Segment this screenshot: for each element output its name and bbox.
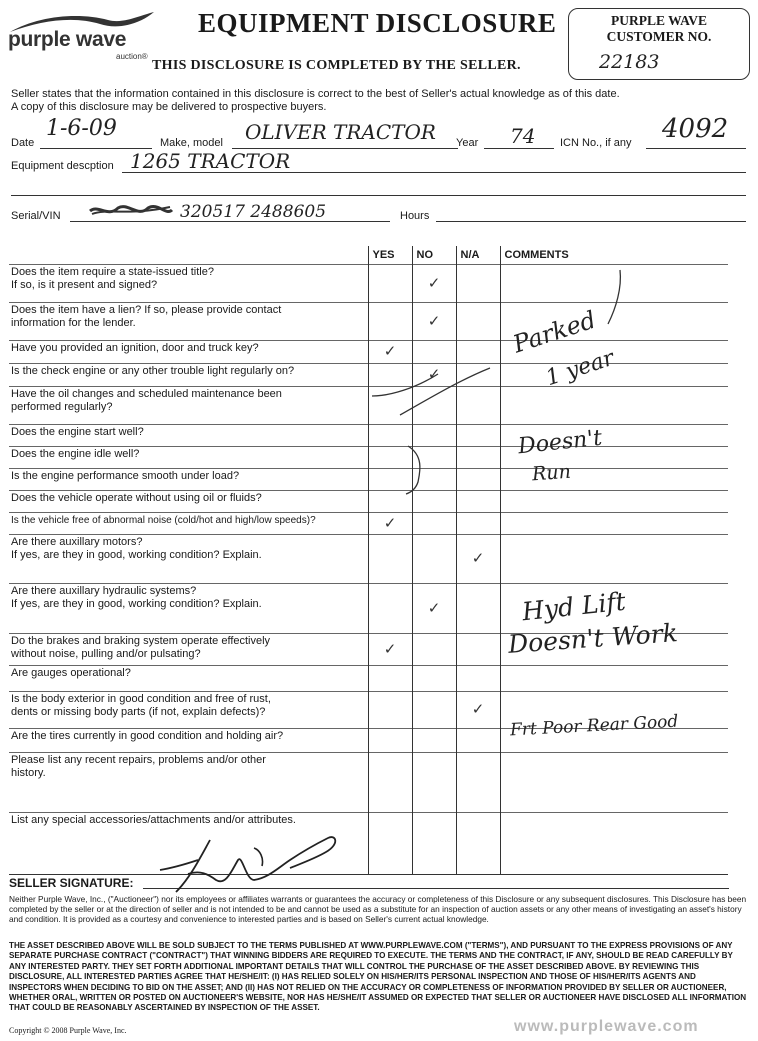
- yes-cell[interactable]: [368, 665, 412, 691]
- no-cell[interactable]: [412, 633, 456, 665]
- table-row: [9, 512, 728, 534]
- header-comments: COMMENTS: [500, 246, 728, 264]
- yes-cell[interactable]: ✓: [368, 512, 412, 534]
- statement-line1: Seller states that the information contained in this disclosure is correct to the best of Seller's actual knowledge as of this date.: [11, 88, 620, 100]
- equipment-description-line-2: [11, 195, 746, 196]
- na-cell[interactable]: [456, 264, 500, 302]
- table-row: [9, 665, 728, 691]
- na-cell[interactable]: [456, 302, 500, 340]
- no-cell[interactable]: ✓: [412, 302, 456, 340]
- na-cell[interactable]: ✓: [456, 691, 500, 728]
- comment-tires: Frt Poor Rear Good: [509, 711, 679, 741]
- date-label: Date: [11, 137, 35, 149]
- comment-stroke-icon: [600, 268, 630, 328]
- question-text: Have you provided an ignition, door and truck key?: [11, 341, 259, 354]
- customer-box-line2: CUSTOMER NO.: [606, 29, 712, 44]
- no-cell[interactable]: ✓: [412, 583, 456, 633]
- equipment-description-value[interactable]: 1265 TRACTOR: [130, 149, 291, 173]
- header-no: NO: [412, 246, 456, 264]
- question-text: Does the engine idle well?: [11, 447, 140, 460]
- question-text: Do the brakes and braking system operate effectively: [11, 634, 271, 647]
- question-text: Is the body exterior in good condition and free of rust,: [11, 692, 271, 705]
- disclosure-table: [9, 246, 728, 875]
- na-cell[interactable]: [456, 633, 500, 665]
- na-cell[interactable]: [456, 752, 500, 812]
- question-subtext: history.: [11, 766, 46, 779]
- na-cell[interactable]: [456, 728, 500, 752]
- comment-parked: Parked: [509, 305, 600, 359]
- question-cell: [9, 386, 368, 424]
- make-model-label: Make, model: [160, 137, 223, 149]
- terms-paragraph: THE ASSET DESCRIBED ABOVE WILL BE SOLD SUBJECT TO THE TERMS PUBLISHED AT WWW.PURPLEWAVE.COM ("TERMS"), AND PURSUANT TO THE EXPRESS PROVISIONS OF ANY SEPARATE PURCHASE CONTRACT ("CONTRACT") THAT WINNING BIDDERS ARE REQUIRED TO EXECUTE. THE TERMS AND THE CONTRACT, IF ANY, SHOULD BE READ CAREFULLY BY ANY INTERESTED PARTY. THEY SET FORTH ADDITIONAL IMPORTANT DETAILS THAT WILL CONTROL THE PURCHASE OF THE ASSET DESCRIBED ABOVE. BY REVIEWING THIS DISCLOSURE, ALL INTERESTED PARTIES AGREE THAT HE/SHE/IT: (I) HAS RELIED SOLELY ON HIS/HER/ITS PERSONAL INSPECTION AND THOSE OF HIS/HER/ITS AGENTS AND INSPECTORS WHEN DECIDING TO BID ON THE ASSET; AND (II) HAS NOT RELIED ON THE ACCURACY OR COMPLETENESS OF INFORMATION PROVIDED BY SELLER OR AUCTIONEER, WHETHER ORAL, WRITTEN OR POSTED ON AUCTIONEER'S WEBSITE, NOR HAS HE/SHE/IT ASSUMED OR EXPECTED THAT SELLER OR AUCTIONEER HAVE DISCLOSED ALL INFORMATION THAT COULD BE REASONABLY ASCERTAINED BY INSPECTION OF THE ASSET.: [9, 941, 747, 1013]
- na-cell[interactable]: [456, 583, 500, 633]
- seller-signature-label: SELLER SIGNATURE:: [9, 876, 134, 890]
- table-header-row: [9, 246, 728, 264]
- question-cell: [9, 468, 368, 490]
- no-cell[interactable]: [412, 691, 456, 728]
- no-cell[interactable]: [412, 812, 456, 874]
- no-cell[interactable]: [412, 665, 456, 691]
- question-text: Are there auxillary motors?: [11, 535, 143, 548]
- serial-vin-value[interactable]: 320517 2488605: [180, 202, 327, 222]
- icn-line: [646, 148, 746, 149]
- yes-cell[interactable]: [368, 264, 412, 302]
- question-subtext: performed regularly?: [11, 400, 113, 413]
- logo-subtext: auction®: [116, 52, 148, 61]
- logo-text: purple wave: [8, 28, 127, 51]
- question-text: Are the tires currently in good condition and holding air?: [11, 729, 284, 742]
- icn-value[interactable]: 4092: [662, 114, 729, 144]
- comment-cell[interactable]: [500, 812, 728, 874]
- comment-hyd-lift: Hyd Lift: [520, 586, 628, 627]
- question-text: Is the vehicle free of abnormal noise (cold/hot and high/low speeds)?: [11, 514, 316, 526]
- na-cell[interactable]: [456, 812, 500, 874]
- make-model-value[interactable]: OLIVER TRACTOR: [245, 120, 436, 144]
- seller-statement: [11, 88, 746, 114]
- question-subtext: information for the lender.: [11, 316, 136, 329]
- copyright: Copyright © 2008 Purple Wave, Inc.: [9, 1026, 127, 1035]
- question-text: Does the engine start well?: [11, 425, 144, 438]
- na-cell[interactable]: ✓: [456, 534, 500, 583]
- question-cell: [9, 363, 368, 386]
- question-text: Is the engine performance smooth under load?: [11, 469, 240, 482]
- no-cell[interactable]: [412, 728, 456, 752]
- question-cell: [9, 490, 368, 512]
- question-cell: [9, 264, 368, 302]
- table-row: [9, 534, 728, 583]
- comment-cell[interactable]: [500, 752, 728, 812]
- na-cell[interactable]: [456, 512, 500, 534]
- question-cell: [9, 534, 368, 583]
- question-text: Please list any recent repairs, problems and/or other: [11, 753, 266, 766]
- comment-run: Run: [531, 460, 572, 486]
- statement-line2: A copy of this disclosure may be delivered to prospective buyers.: [11, 101, 327, 113]
- yes-cell[interactable]: [368, 691, 412, 728]
- yes-cell[interactable]: [368, 752, 412, 812]
- year-line: [484, 148, 554, 149]
- question-text: Are gauges operational?: [11, 666, 131, 679]
- icn-label: ICN No., if any: [560, 137, 632, 149]
- purple-wave-logo: [8, 10, 158, 60]
- question-cell: [9, 512, 368, 534]
- header-yes: YES: [368, 246, 412, 264]
- comment-1-year: 1 year: [542, 345, 618, 392]
- question-text: Have the oil changes and scheduled maintenance been: [11, 387, 282, 400]
- question-subtext: without noise, pulling and/or pulsating?: [11, 647, 201, 660]
- yes-cell[interactable]: [368, 812, 412, 874]
- seller-signature-icon[interactable]: [150, 830, 350, 896]
- yes-cell[interactable]: [368, 302, 412, 340]
- question-cell: [9, 752, 368, 812]
- customer-number-value[interactable]: 22183: [599, 51, 660, 73]
- scribble-out-icon: [88, 202, 174, 220]
- handwritten-strokes-icon: [360, 360, 520, 500]
- customer-number-box: [568, 8, 750, 80]
- comment-cell[interactable]: [500, 534, 728, 583]
- hours-label: Hours: [400, 210, 430, 222]
- question-text: Does the item require a state-issued title?: [11, 265, 214, 278]
- no-cell[interactable]: [412, 752, 456, 812]
- question-text: Are there auxillary hydraulic systems?: [11, 584, 197, 597]
- equipment-description-label: Equipment desc​ption: [11, 160, 114, 172]
- comment-doesnt-work: Doesn't Work: [507, 618, 679, 659]
- year-value[interactable]: 74: [510, 124, 536, 148]
- comment-cell[interactable]: [500, 512, 728, 534]
- header-question: [9, 246, 368, 264]
- question-subtext: dents or missing body parts (if not, explain defects)?: [11, 705, 266, 718]
- no-cell[interactable]: ✓: [412, 363, 456, 386]
- comment-doesnt: Doesn't: [516, 425, 604, 460]
- question-cell: [9, 446, 368, 468]
- question-cell: [9, 424, 368, 446]
- na-cell[interactable]: [456, 665, 500, 691]
- year-label: Year: [456, 137, 479, 149]
- question-cell: [9, 340, 368, 363]
- no-cell[interactable]: [412, 512, 456, 534]
- page-subtitle: THIS DISCLOSURE IS COMPLETED BY THE SELLER.: [152, 58, 521, 73]
- question-cell: [9, 583, 368, 633]
- hours-line: [436, 221, 746, 222]
- table-row: [9, 752, 728, 812]
- question-cell: [9, 633, 368, 665]
- no-cell[interactable]: ✓: [412, 264, 456, 302]
- yes-cell[interactable]: [368, 534, 412, 583]
- comment-cell[interactable]: [500, 490, 728, 512]
- question-subtext: If so, is it present and signed?: [11, 278, 158, 291]
- question-text: Does the vehicle operate without using oil or fluids?: [11, 491, 262, 504]
- question-subtext: If yes, are they in good, working condition? Explain.: [11, 597, 262, 610]
- question-cell: [9, 302, 368, 340]
- table-row: [9, 812, 728, 874]
- serial-vin-label: Serial/VIN: [11, 210, 61, 222]
- customer-box-line1: PURPLE WAVE: [611, 13, 707, 28]
- question-cell: [9, 665, 368, 691]
- comment-cell[interactable]: [500, 665, 728, 691]
- question-subtext: If yes, are they in good, working condition? Explain.: [11, 548, 262, 561]
- question-cell: [9, 728, 368, 752]
- date-value[interactable]: 1-6-09: [46, 116, 117, 141]
- page-title: EQUIPMENT DISCLOSURE: [198, 8, 557, 38]
- disclaimer-paragraph: Neither Purple Wave, Inc., ("Auctioneer") nor its employees or affiliates warrants or guarantees the accuracy or completeness of this Disclosure or any subsequent disclosures. This Disclosure has been completed by the seller or at the direction of seller and is not intended to be and cannot be used as a substitute for an inspection of auction assets or any other means of investigating an asset's history and condition. It is provided as a courtesy and convenience to interested parties and is based on Seller's current actual knowledge.: [9, 894, 747, 924]
- yes-cell[interactable]: [368, 583, 412, 633]
- no-cell[interactable]: [412, 534, 456, 583]
- header-na: N/A: [456, 246, 500, 264]
- website-link[interactable]: www.purplewave.com: [514, 1018, 699, 1035]
- comment-cell[interactable]: [500, 386, 728, 424]
- question-cell: [9, 691, 368, 728]
- yes-cell[interactable]: [368, 728, 412, 752]
- yes-cell[interactable]: ✓: [368, 340, 412, 363]
- question-text: Does the item have a lien? If so, please provide contact: [11, 303, 282, 316]
- question-text: List any special accessories/attachments and/or attributes.: [11, 813, 296, 826]
- question-text: Is the check engine or any other trouble light regularly on?: [11, 364, 295, 377]
- yes-cell[interactable]: ✓: [368, 633, 412, 665]
